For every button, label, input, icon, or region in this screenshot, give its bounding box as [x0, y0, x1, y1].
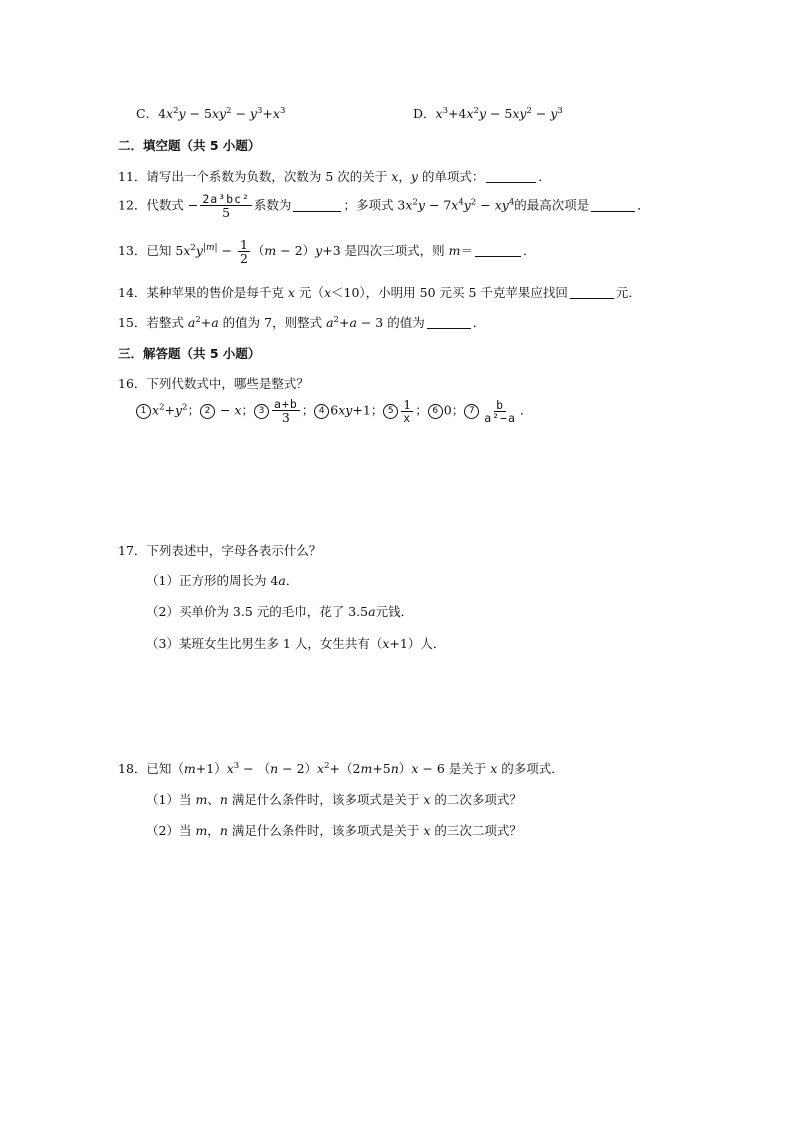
answer-blank[interactable]	[591, 199, 635, 212]
question-17-title: 17．下列表述中，字母各表示什么？	[118, 543, 322, 558]
fraction: $\frac{b}{\text{a²−a}}$	[484, 397, 516, 425]
question-17-part-3: （3）某班女生比男生多 1 人，女生共有（x+1）人．	[146, 636, 446, 651]
question-11: 11．请写出一个系数为负数，次数为 5 次的关于 x，y 的单项式： ．	[118, 169, 551, 184]
question-16-title: 16．下列代数式中，哪些是整式？	[118, 376, 309, 391]
question-16-items: 1 $x^2+y^2$； 2 − x； 3 $\frac{a+b}{3}$ ； 4 6xy+1； 5 $\frac{1}{x}$ ； 6 0； 7 $\frac{b}{\text{a²−a}}$ ．	[136, 398, 532, 424]
section-heading-fill-blank: 二．填空题（共 5 小题）	[118, 138, 261, 153]
question-18-part-2: （2）当 m，n 满足什么条件时，该多项式是关于 x 的三次二项式？	[146, 823, 522, 838]
fraction: $\frac{\text{2a³bc²}}{5}$	[202, 192, 250, 221]
question-13: 13．已知 $5x^2y^{|m|}$ − $\frac{1}{2}$ （m − 2）y+3 是四次三项式，则 m＝ ．	[118, 237, 536, 267]
section-heading-answer: 三．解答题（共 5 小题）	[118, 346, 261, 361]
option-c: C．$4x^2y - 5xy^2 - y^3+x^3$	[136, 106, 286, 121]
option-d-label: D．	[413, 106, 436, 121]
circled-number: 5	[383, 404, 398, 419]
option-d: D．$x^3+4x^2y - 5xy^2 - y^3$	[413, 106, 563, 121]
answer-blank[interactable]	[293, 199, 341, 212]
circled-number: 2	[200, 404, 215, 419]
answer-blank[interactable]	[486, 170, 536, 183]
answer-blank[interactable]	[570, 286, 614, 299]
question-18-part-1: （1）当 m、n 满足什么条件时，该多项式是关于 x 的二次多项式？	[146, 792, 522, 807]
answer-blank[interactable]	[427, 316, 471, 329]
question-14: 14．某种苹果的售价是每千克 x 元（x＜10），小明用 50 元买 5 千克苹果应找回 元．	[118, 285, 641, 300]
circled-number: 1	[136, 404, 151, 419]
circled-number: 6	[428, 404, 443, 419]
question-18-title: 18．已知$(m+1)x^3 - (n - 2)x^2+(2m+5n)x - 6$ 是关于 x 的多项式．	[118, 761, 564, 776]
answer-blank[interactable]	[475, 244, 521, 257]
circled-number: 3	[254, 404, 269, 419]
fraction: $\frac{a+b}{3}$	[273, 397, 298, 426]
fraction: $\frac{1}{x}$	[403, 397, 412, 426]
question-17-part-2: （2）买单价为 3.5 元的毛巾，花了 3.5a元钱．	[146, 604, 414, 619]
circled-number: 4	[314, 404, 329, 419]
question-12: 12．代数式 − $\frac{\text{2a³bc²}}{5}$ 系数为 ；多项式 $3x^2y - 7x^4y^2 - xy^4$的最高次项是 ．	[118, 192, 650, 221]
fraction: $\frac{1}{2}$	[239, 237, 248, 267]
circled-number: 7	[464, 404, 479, 419]
question-15: 15．若整式 $a^2+a$ 的值为 7，则整式 $a^2+a - 3$ 的值为 ．	[118, 315, 486, 330]
option-c-label: C．	[136, 106, 159, 121]
question-17-part-1: （1）正方形的周长为 4a．	[146, 573, 299, 588]
